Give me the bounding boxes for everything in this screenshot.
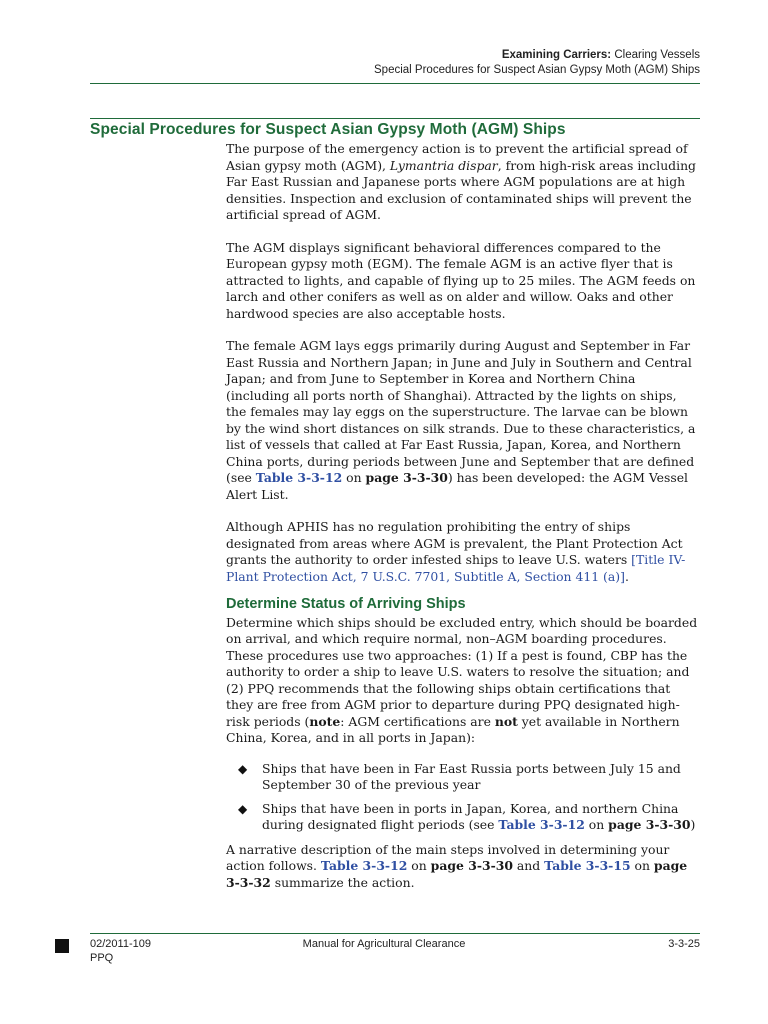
- running-header-subtopic: Special Procedures for Suspect Asian Gypsy Moth (AGM) Ships: [374, 64, 700, 76]
- body-column: [226, 141, 700, 907]
- page-reference: page 3-3-30: [430, 858, 513, 873]
- paragraph-eggs-text-a: The female AGM lays eggs primarily during August and September in Far East Russia and Northern Japan; in June and July in Southern and Central Japan; and from June to September in Korea and Northern China (including all ports north of Shanghai). Attracted by the lights on ships, the females may lay eggs on the superstructure. The larvae can be blown by the wind short distances on silk strands. Due to these characteristics, a list of vessels that called at Far East Russia, Japan, Korea, and Northern China ports, during periods between June and September that are defined (see: [226, 338, 696, 485]
- footer-org: PPQ: [90, 952, 114, 964]
- footer-date: 02/2011-109: [90, 938, 151, 950]
- diamond-bullet-icon: ◆: [238, 761, 248, 776]
- not-emphasis: not: [494, 713, 518, 729]
- paragraph-eggs-on: on: [342, 470, 366, 485]
- paragraph-narrative-and: and: [512, 858, 545, 873]
- table-3-3-12-link[interactable]: Table 3-3-12: [498, 817, 585, 832]
- ship-criteria-list: [226, 761, 700, 834]
- subheading-determine-status: Determine Status of Arriving Ships: [226, 596, 466, 612]
- header-rule: [90, 83, 700, 84]
- paragraph-regulation-text: Although APHIS has no regulation prohibiting the entry of ships designated from areas where AGM is prevalent, the Plant Protection Act grants the authority to order infested ships to leave U.S. waters: [226, 519, 683, 567]
- running-header-topic: Clearing Vessels: [614, 49, 700, 61]
- list-item-on: on: [584, 817, 609, 832]
- paragraph-narrative-text-a: A narrative description of the main steps involved in determining your action follows.: [226, 841, 670, 873]
- paragraph-purpose: [226, 141, 700, 224]
- paragraph-eggs-text-b: ) has been developed: the AGM Vessel Alert List.: [226, 470, 688, 502]
- paragraph-regulation: [226, 519, 700, 585]
- paragraph-determine-text-a: Determine which ships should be excluded entry, which should be boarded on arrival, and which require normal, non–AGM boarding procedures. These procedures use two approaches: (1) If a pest is found, CBP has the authority to order a ship to leave U.S. waters to resolve the situation; and (2) PPQ recommends that the following ships obtain certifications that they are free from AGM prior to departure during PPQ designated high-risk periods (: [226, 614, 698, 729]
- paragraph-purpose-text-b: , from high-risk areas including Far East Russian and Japanese ports where AGM populations are at high densities. Inspection and exclusion of contaminated ships will prevent the artificial spread of AGM.: [226, 157, 696, 222]
- footer-page-number: 3-3-25: [668, 938, 700, 950]
- running-header: [374, 48, 700, 78]
- table-3-3-12-link[interactable]: Table 3-3-12: [255, 470, 343, 485]
- list-item-text-b: ): [690, 817, 696, 832]
- list-item-text-a: Ships that have been in ports in Japan, Korea, and northern China during designated flight periods (see: [262, 800, 679, 832]
- footer-manual-title: Manual for Agricultural Clearance: [302, 938, 466, 950]
- running-header-chapter: Examining Carriers:: [501, 49, 612, 61]
- section-title: Special Procedures for Suspect Asian Gypsy Moth (AGM) Ships: [90, 121, 566, 138]
- list-item-text: Ships that have been in Far East Russia ports between July 15 and September 30 of the previous year: [262, 760, 681, 792]
- species-name: Lymantria dispar: [389, 157, 498, 173]
- paragraph-narrative-on2: on: [630, 858, 654, 873]
- paragraph-behavior: The AGM displays significant behavioral differences compared to the European gypsy moth (EGM). The female AGM is an active flyer that is attracted to lights, and capable of flying up to 25 miles. The AGM feeds on larch and other conifers as well as on alder and willow. Oaks and other hardwood species are also acceptable hosts.: [226, 239, 696, 321]
- table-3-3-15-link[interactable]: Table 3-3-15: [544, 858, 631, 873]
- footer-rule: [90, 933, 700, 934]
- page-reference: page 3-3-30: [608, 817, 691, 832]
- paragraph-determine-text-c: yet available in Northern China, Korea, and in all ports in Japan):: [226, 713, 680, 745]
- page-reference: page 3-3-32: [226, 858, 688, 890]
- diamond-bullet-icon: ◆: [238, 801, 248, 816]
- note-label: note: [309, 713, 341, 729]
- section-rule: [90, 118, 700, 119]
- page-reference: page 3-3-30: [365, 470, 448, 485]
- plant-protection-act-link[interactable]: [Title IV- Plant Protection Act, 7 U.S.C. 7701, Subtitle A, Section 411 (a)]: [226, 552, 686, 584]
- paragraph-purpose-text-a: The purpose of the emergency action is to prevent the artificial spread of Asian gypsy moth (AGM),: [226, 141, 688, 173]
- list-item: [226, 761, 700, 794]
- paragraph-eggs: [226, 338, 700, 503]
- paragraph-narrative-text-b: summarize the action.: [270, 874, 415, 890]
- paragraph-narrative-on1: on: [407, 858, 431, 873]
- table-3-3-12-link[interactable]: Table 3-3-12: [320, 858, 408, 873]
- list-item: [226, 801, 700, 834]
- paragraph-narrative: [226, 842, 700, 892]
- paragraph-regulation-end: .: [624, 568, 629, 584]
- paragraph-determine-text-b: : AGM certifications are: [340, 713, 495, 729]
- paragraph-determine: [226, 615, 700, 747]
- running-header-line1: [374, 48, 700, 63]
